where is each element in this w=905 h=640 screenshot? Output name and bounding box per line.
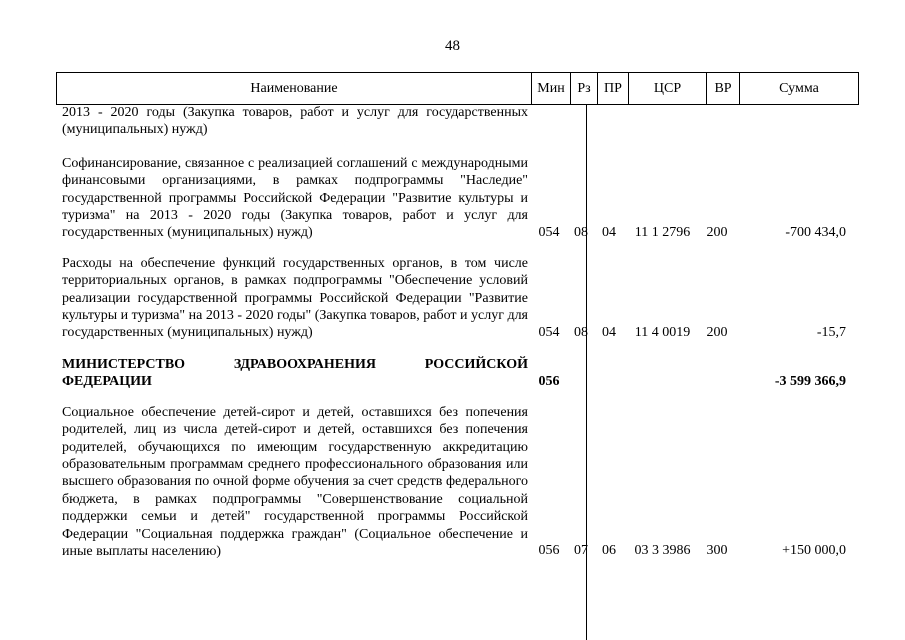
row-csr: 03 3 3986 bbox=[634, 543, 691, 559]
row-name: 2013 - 2020 годы (Закупка товаров, работ и услуг для государственных (муниципальных) нужд) bbox=[62, 105, 528, 138]
table-row bbox=[56, 155, 851, 242]
row-pr: 04 bbox=[602, 224, 616, 240]
row-sum: -3 599 366,9 bbox=[774, 373, 846, 389]
row-name: Социальное обеспечение детей-сирот и детей, оставшихся без попечения родителей, лиц из числа детей-сирот и детей, оставшихся без попечения родителей, обучающихся по имеющим государственную аккредитацию образовательным программам среднего профессионального образования или высшего образования по очной форме обучения за счет средств федерального бюджета, в рамках подпрограммы "Совершенствование социальной поддержки семьи и детей" государственной программы Российской Федерации "Социальная поддержка граждан" (Социальное обеспечение и иные выплаты населению) bbox=[62, 404, 528, 559]
row-csr: 11 1 2796 bbox=[634, 224, 691, 240]
row-vr: 200 bbox=[706, 324, 728, 340]
header-pr: ПР bbox=[598, 73, 629, 105]
table-body bbox=[56, 104, 851, 560]
header-sum: Сумма bbox=[740, 73, 859, 105]
row-rz: 08 bbox=[574, 324, 588, 340]
row-vr: 200 bbox=[706, 224, 728, 240]
row-min: 056 bbox=[538, 373, 560, 389]
row-name: Софинансирование, связанное с реализацией соглашений с международными финансовыми организациями, в рамках подпрограммы "Наследие" государственной программы Российской Федерации "Развитие культуры и туризма" на 2013 - 2020 годы (Закупка товаров, работ и услуг для государственных (муниципальных) нужд) bbox=[62, 155, 528, 241]
header-rz: Рз bbox=[571, 73, 598, 105]
row-rz: 07 bbox=[574, 543, 588, 559]
row-sum: +150 000,0 bbox=[782, 543, 846, 559]
row-vr: 300 bbox=[706, 543, 728, 559]
row-name: Расходы на обеспечение функций государственных органов, в том числе территориальных органов, в рамках подпрограммы "Обеспечение условий реализации государственной программы Российской Федерации "Развитие культуры и туризма" на 2013 - 2020 годы" (Закупка товаров, работ и услуг для государственных (муниципальных) нужд) bbox=[62, 255, 528, 341]
row-rz: 08 bbox=[574, 224, 588, 240]
row-codes bbox=[530, 324, 851, 342]
row-name: МИНИСТЕРСТВО ЗДРАВООХРАНЕНИЯ РОССИЙСКОЙ ФЕДЕРАЦИИ bbox=[62, 356, 528, 390]
table-row bbox=[56, 356, 851, 391]
table-row bbox=[56, 104, 851, 139]
page-number: 48 bbox=[445, 38, 460, 54]
table-row bbox=[56, 404, 851, 561]
row-min: 054 bbox=[538, 224, 560, 240]
row-pr: 04 bbox=[602, 324, 616, 340]
row-csr: 11 4 0019 bbox=[634, 324, 691, 340]
row-codes bbox=[530, 542, 851, 560]
row-min: 056 bbox=[538, 543, 560, 559]
row-sum: -700 434,0 bbox=[785, 224, 846, 240]
table-header bbox=[56, 72, 859, 105]
row-codes bbox=[530, 224, 851, 242]
header-vr: ВР bbox=[707, 73, 740, 105]
row-pr: 06 bbox=[602, 543, 616, 559]
row-codes bbox=[530, 373, 851, 391]
header-min: Мин bbox=[532, 73, 571, 105]
row-min: 054 bbox=[538, 324, 560, 340]
header-csr: ЦСР bbox=[629, 73, 707, 105]
header-name: Наименование bbox=[57, 73, 532, 105]
row-sum: -15,7 bbox=[816, 324, 846, 340]
table-row bbox=[56, 255, 851, 342]
